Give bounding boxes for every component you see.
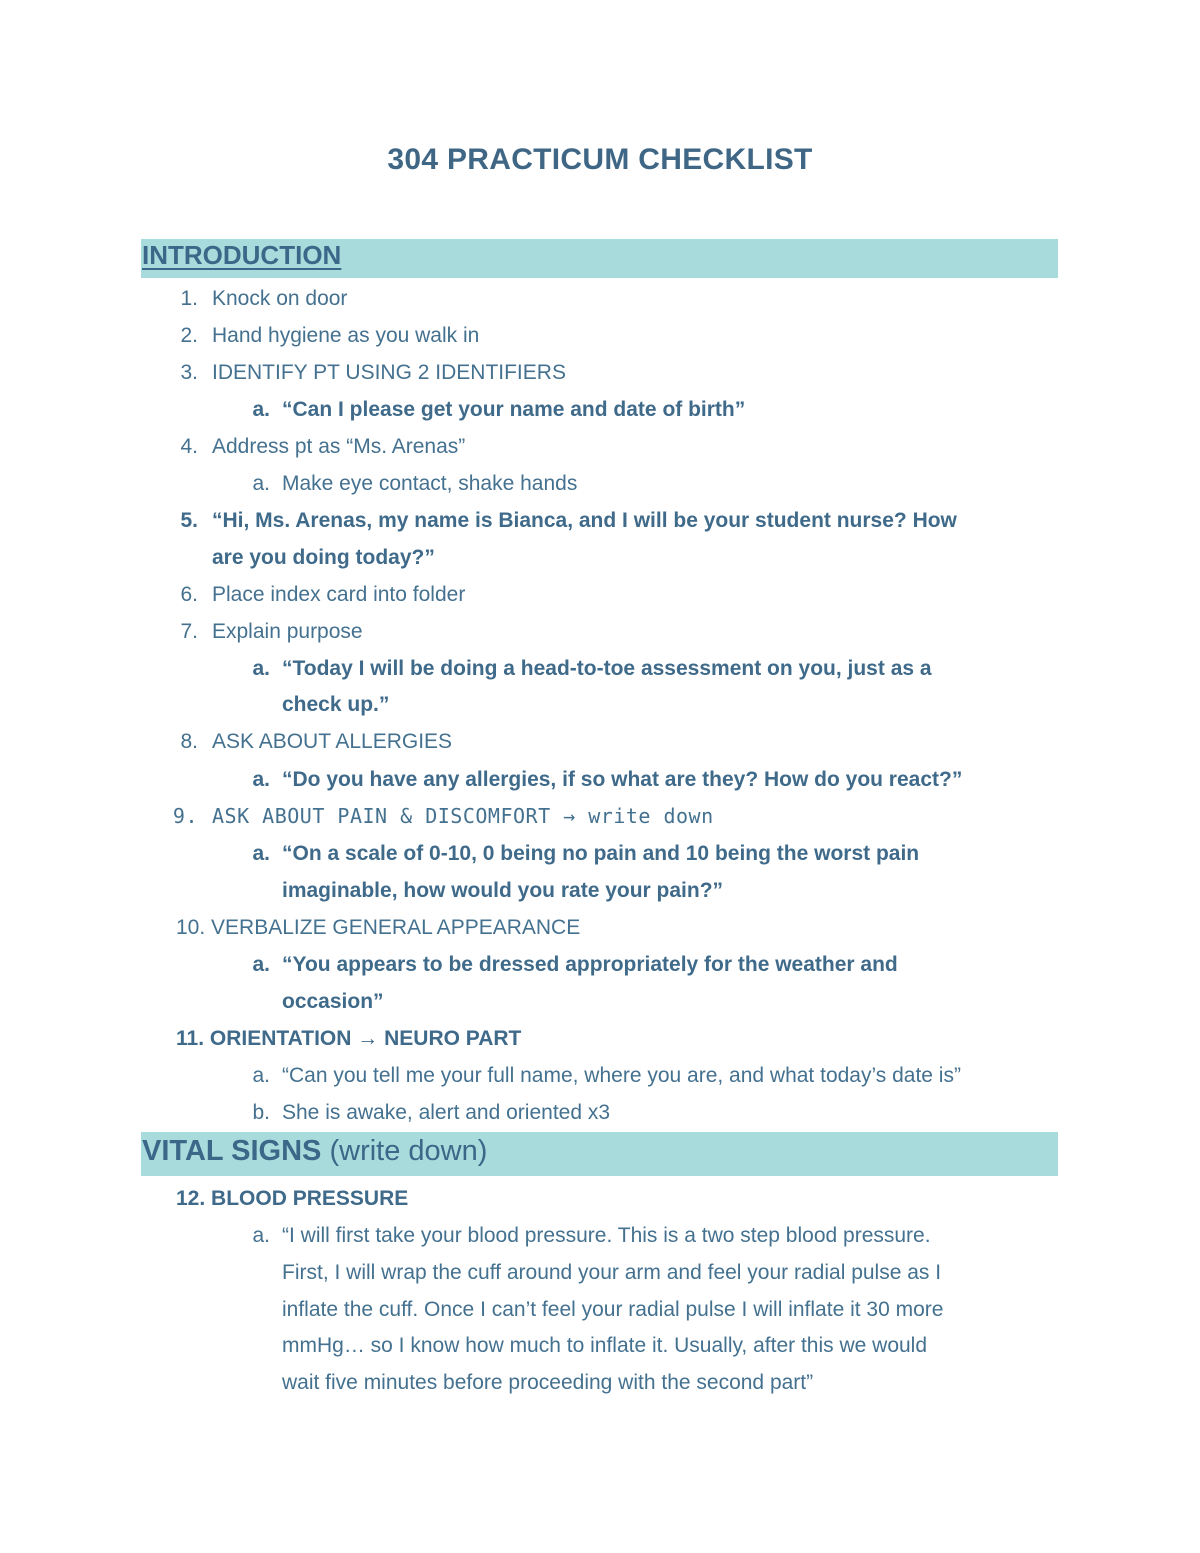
item-letter: a. (252, 657, 270, 680)
item-letter: a. (252, 398, 270, 421)
item-letter: a. (252, 842, 270, 865)
item-number: 6. (180, 583, 198, 606)
list-item (176, 1020, 521, 1057)
section-heading-suffix: (write down) (321, 1135, 488, 1167)
item-text: Hand hygiene as you walk in (212, 324, 480, 347)
page-title: 304 PRACTICUM CHECKLIST (387, 143, 813, 176)
section-heading-vital-signs (142, 1135, 487, 1168)
item-text: ORIENTATION → NEURO PART (209, 1027, 522, 1050)
item-text: “Do you have any allergies, if so what are they? How do you react?” (282, 768, 963, 791)
list-item (176, 1180, 408, 1217)
item-text-continued: are you doing today?” (212, 546, 435, 569)
item-number: 3. (180, 361, 198, 384)
item-text: She is awake, alert and oriented x3 (282, 1101, 611, 1124)
item-text: BLOOD PRESSURE (211, 1187, 409, 1210)
item-letter: a. (252, 768, 270, 791)
item-number: 7. (180, 620, 198, 643)
item-text: “Can you tell me your full name, where you are, and what today’s date is” (282, 1064, 961, 1087)
item-letter: a. (252, 953, 270, 976)
item-text-continued: inflate the cuff. Once I can’t feel your radial pulse I will inflate it 30 more (282, 1298, 944, 1321)
item-text-continued: check up.” (282, 693, 390, 716)
item-text: VERBALIZE GENERAL APPEARANCE (211, 916, 581, 939)
section-heading-text: VITAL SIGNS (142, 1135, 322, 1167)
item-text: Make eye contact, shake hands (282, 472, 578, 495)
item-text: ASK ABOUT ALLERGIES (212, 730, 453, 753)
item-letter: a. (252, 1224, 270, 1247)
item-text-continued: mmHg… so I know how much to inflate it. Usually, after this we would (282, 1334, 928, 1357)
item-text: Place index card into folder (212, 583, 466, 606)
item-text: IDENTIFY PT USING 2 IDENTIFIERS (212, 361, 566, 384)
item-number: 10. (176, 916, 206, 939)
item-number: 12. (176, 1187, 206, 1210)
item-text-continued: imaginable, how would you rate your pain?” (282, 879, 724, 902)
item-letter: a. (252, 1064, 270, 1087)
item-number: 2. (180, 324, 198, 347)
item-number: 11. (176, 1027, 205, 1050)
list-item (176, 909, 580, 946)
item-text: “You appears to be dressed appropriately for the weather and (282, 953, 898, 976)
item-text: Knock on door (212, 287, 348, 310)
item-text: “I will first take your blood pressure. This is a two step blood pressure. (282, 1224, 931, 1247)
item-text: “On a scale of 0-10, 0 being no pain and 10 being the worst pain (282, 842, 920, 865)
item-number: 1. (180, 287, 198, 310)
section-heading-introduction: INTRODUCTION (142, 240, 342, 270)
item-number: 8. (180, 730, 198, 753)
item-text-continued: occasion” (282, 990, 384, 1013)
item-text: Address pt as “Ms. Arenas” (212, 435, 466, 458)
item-number: 4. (180, 435, 198, 458)
item-text-continued: wait five minutes before proceeding with the second part” (282, 1371, 814, 1394)
item-number: 9. (172, 804, 198, 828)
item-text: “Can I please get your name and date of birth” (282, 398, 746, 421)
item-text: “Hi, Ms. Arenas, my name is Bianca, and I will be your student nurse? How (212, 509, 957, 532)
item-number: 5. (180, 509, 198, 532)
item-text: Explain purpose (212, 620, 363, 643)
item-letter: a. (252, 472, 270, 495)
item-text: “Today I will be doing a head-to-toe assessment on you, just as a (282, 657, 932, 680)
item-text-continued: First, I will wrap the cuff around your arm and feel your radial pulse as I (282, 1261, 942, 1284)
item-text: ASK ABOUT PAIN & DISCOMFORT → write down (212, 804, 714, 828)
item-letter: b. (252, 1101, 270, 1124)
